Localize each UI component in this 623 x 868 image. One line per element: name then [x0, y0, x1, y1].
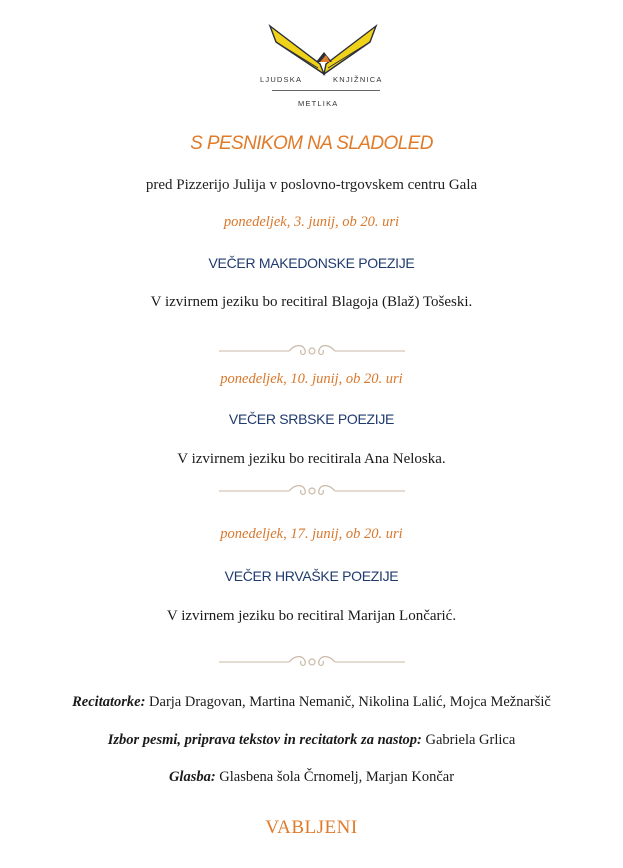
- logo-text-ljudska: LJUDSKA: [260, 75, 303, 84]
- page-title: S PESNIKOM NA SLADOLED: [190, 133, 433, 154]
- logo-text-knjiznica: KNJIŽNICA: [333, 75, 383, 84]
- open-book-icon: [258, 22, 388, 82]
- credit-value: Darja Dragovan, Martina Nemanič, Nikolina Lalić, Mojca Mežnaršič: [145, 694, 551, 710]
- closing-invitation: VABLJENI: [265, 817, 358, 838]
- event-2-description: V izvirnem jeziku bo recitirala Ana Neloska.: [177, 451, 446, 467]
- credit-label: Glasba:: [168, 769, 216, 785]
- event-3-heading: VEČER HRVAŠKE POEZIJE: [224, 568, 399, 584]
- ornament-divider: [0, 652, 623, 672]
- ornament-divider: [0, 341, 623, 361]
- event-2-heading: VEČER SRBSKE POEZIJE: [228, 411, 395, 427]
- event-1-description: V izvirnem jeziku bo recitiral Blagoja (Blaž) Tošeski.: [150, 294, 473, 310]
- credit-label: Izbor pesmi, priprava tekstov in recitatork za nastop:: [107, 732, 422, 748]
- logo-rule: [272, 90, 380, 91]
- credit-value: Glasbena šola Črnomelj, Marjan Končar: [215, 769, 455, 785]
- ornament-divider: [0, 481, 623, 501]
- event-3-description: V izvirnem jeziku bo recitiral Marijan Lončarić.: [166, 608, 457, 624]
- event-3-date: ponedeljek, 17. junij, ob 20. uri: [220, 526, 403, 542]
- credit-value: Gabriela Grlica: [421, 732, 516, 748]
- credit-music: [0, 769, 623, 786]
- event-1-heading: VEČER MAKEDONSKE POEZIJE: [208, 255, 415, 271]
- credit-reciters: [0, 694, 623, 711]
- logo-text-metlika: METLIKA: [298, 99, 339, 108]
- venue-subtitle: pred Pizzerijo Julija v poslovno-trgovskem centru Gala: [145, 177, 478, 193]
- library-logo: [258, 22, 388, 110]
- event-1-date: ponedeljek, 3. junij, ob 20. uri: [223, 214, 400, 230]
- credit-label: Recitatorke:: [72, 694, 146, 710]
- credit-selection: [0, 732, 623, 749]
- event-2-date: ponedeljek, 10. junij, ob 20. uri: [220, 371, 403, 387]
